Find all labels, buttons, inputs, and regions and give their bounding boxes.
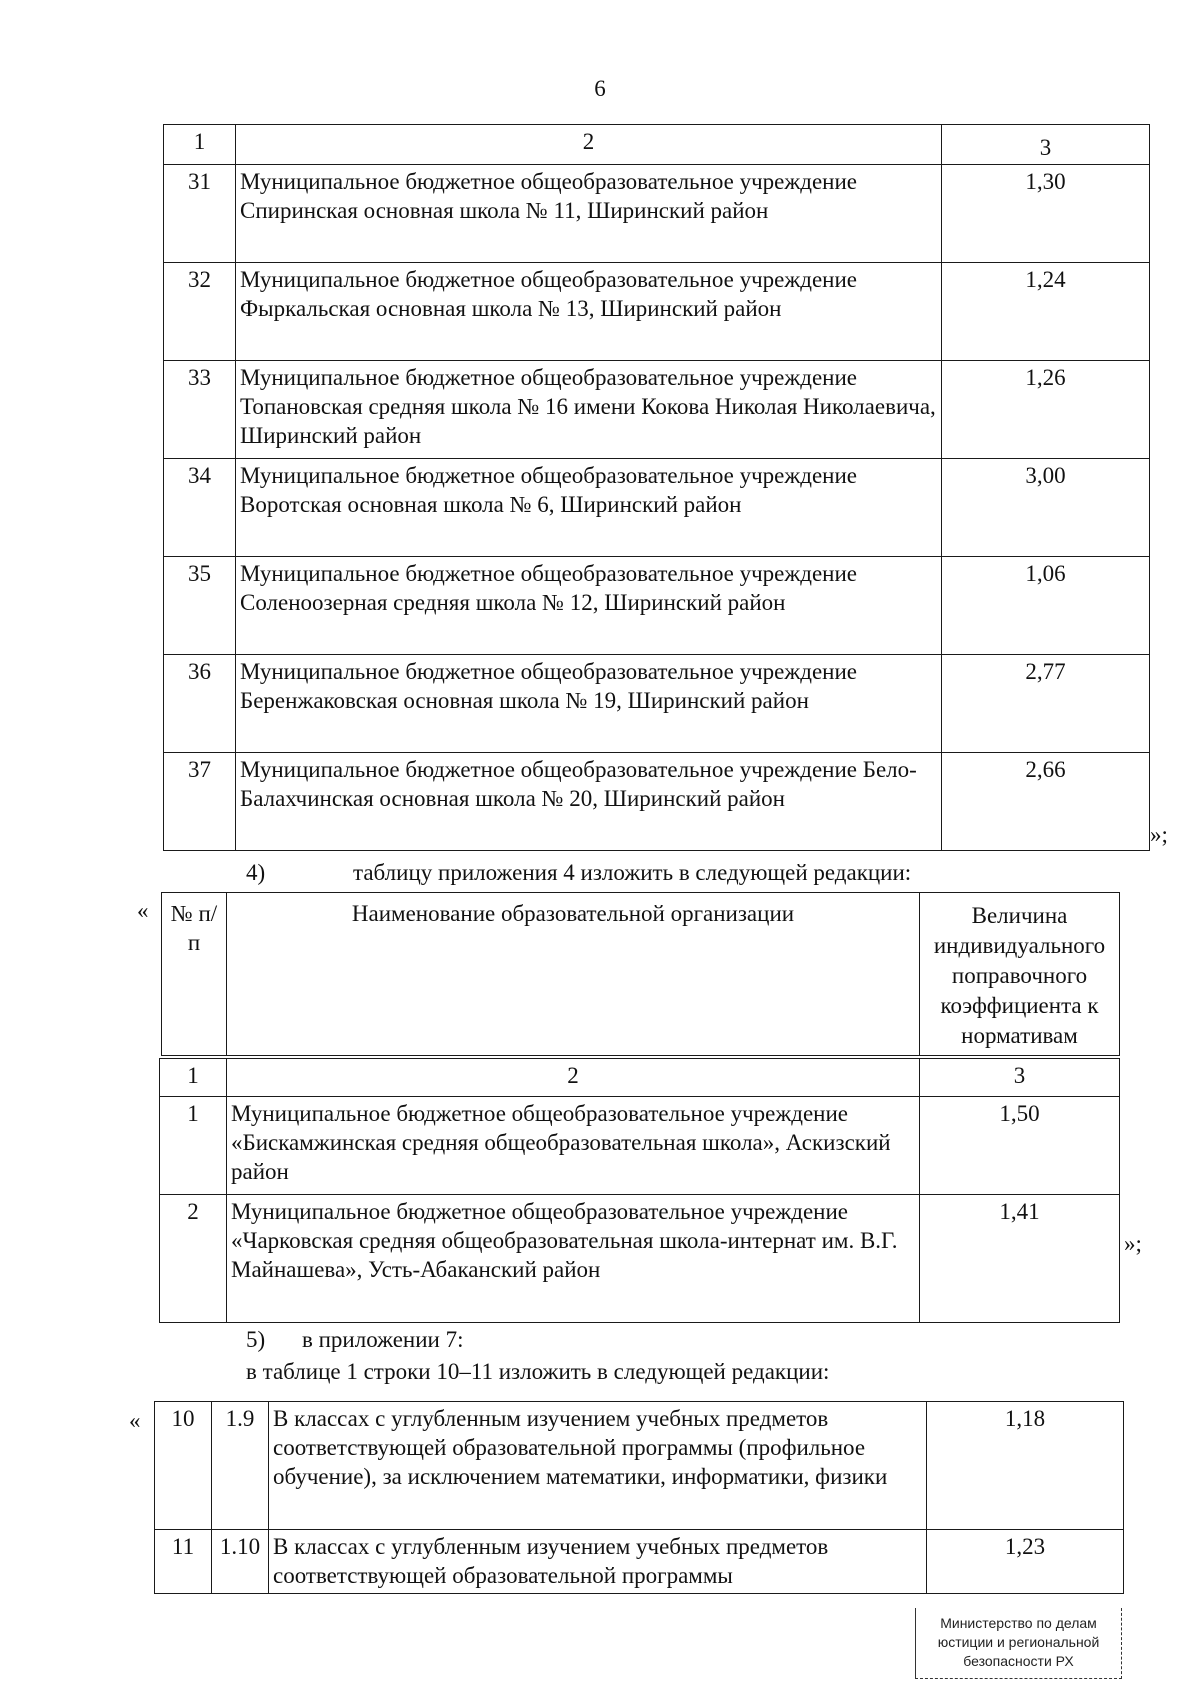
column-index: 3 <box>920 1059 1120 1097</box>
item-number: 5) <box>246 1327 266 1352</box>
table-row <box>164 753 1150 851</box>
coefficient-value: 1,06 <box>942 557 1150 655</box>
row-code: 1.9 <box>212 1402 269 1530</box>
row-number: 10 <box>155 1402 212 1530</box>
school-name: Муниципальное бюджетное общеобразовательное учреждение Бело-Балахчинская основная школа № 20, Ширинский район <box>236 753 942 851</box>
table-schools-continued <box>163 124 1150 851</box>
ministry-stamp <box>915 1608 1122 1679</box>
coefficient-value: 1,24 <box>942 263 1150 361</box>
table-index-row <box>160 1059 1120 1097</box>
table-header-appendix-4 <box>161 892 1120 1056</box>
class-description: В классах с углубленным изучением учебных предметов соответствующей образовательной программы (профильное обучение), за исключением математики, информатики, физики <box>269 1402 927 1530</box>
column-index: 1 <box>160 1059 227 1097</box>
coefficient-value: 1,26 <box>942 361 1150 459</box>
table-row <box>160 1195 1120 1323</box>
closing-quote: »; <box>1124 1231 1142 1256</box>
coefficient-value: 1,41 <box>920 1195 1120 1323</box>
opening-quote: « <box>137 898 149 923</box>
school-name: Муниципальное бюджетное общеобразовательное учреждение Беренжаковская основная школа № 19, Ширинский район <box>236 655 942 753</box>
stamp-line: юстиции и региональной <box>937 1634 1100 1650</box>
column-header-name: Наименование образовательной организации <box>227 893 920 1056</box>
item-text: таблицу приложения 4 изложить в следующей редакции: <box>353 860 912 885</box>
school-name: Муниципальное бюджетное общеобразовательное учреждение «Чарковская средняя общеобразовательная школа-интернат им. В.Г. Майнашева», Усть-Абаканский район <box>227 1195 920 1323</box>
coefficient-value: 1,18 <box>927 1402 1124 1530</box>
item-text-line: в таблице 1 строки 10–11 изложить в следующей редакции: <box>246 1359 830 1384</box>
item-number: 4) <box>246 860 266 885</box>
stamp-line: безопасности РХ <box>963 1653 1074 1669</box>
row-code: 1.10 <box>212 1530 269 1594</box>
coefficient-value: 2,77 <box>942 655 1150 753</box>
coefficient-value: 1,50 <box>920 1097 1120 1195</box>
coefficient-value: 1,23 <box>927 1530 1124 1594</box>
column-index: 3 <box>942 125 1150 165</box>
school-name: Муниципальное бюджетное общеобразовательное учреждение «Бискамжинская средняя общеобразовательная школа», Аскизский район <box>227 1097 920 1195</box>
table-row <box>164 361 1150 459</box>
school-name: Муниципальное бюджетное общеобразовательное учреждение Фыркальская основная школа № 13, Ширинский район <box>236 263 942 361</box>
page-number: 6 <box>594 76 606 101</box>
table-row <box>164 557 1150 655</box>
row-number: 36 <box>164 655 236 753</box>
school-name: Муниципальное бюджетное общеобразовательное учреждение Топановская средняя школа № 16 имени Кокова Николая Николаевича, Ширинский район <box>236 361 942 459</box>
column-index: 2 <box>227 1059 920 1097</box>
class-description: В классах с углубленным изучением учебных предметов соответствующей образовательной программы <box>269 1530 927 1594</box>
row-number: 32 <box>164 263 236 361</box>
school-name: Муниципальное бюджетное общеобразовательное учреждение Спиринская основная школа № 11, Ширинский район <box>236 165 942 263</box>
table-row <box>164 655 1150 753</box>
table-row <box>164 263 1150 361</box>
table-header-row <box>162 893 1120 1056</box>
table-appendix-4 <box>159 1058 1120 1323</box>
row-number: 1 <box>160 1097 227 1195</box>
school-name: Муниципальное бюджетное общеобразовательное учреждение Воротская основная школа № 6, Ширинский район <box>236 459 942 557</box>
column-index: 1 <box>164 125 236 165</box>
table-row <box>160 1097 1120 1195</box>
column-header-number: № п/п <box>162 893 227 1056</box>
row-number: 33 <box>164 361 236 459</box>
row-number: 34 <box>164 459 236 557</box>
table-index-row <box>164 125 1150 165</box>
table-row <box>164 459 1150 557</box>
item-text: в приложении 7: <box>302 1327 464 1352</box>
table-row <box>155 1530 1124 1594</box>
row-number: 31 <box>164 165 236 263</box>
school-name: Муниципальное бюджетное общеобразовательное учреждение Соленоозерная средняя школа № 12, Ширинский район <box>236 557 942 655</box>
stamp-line: Министерство по делам <box>940 1615 1097 1631</box>
coefficient-value: 1,30 <box>942 165 1150 263</box>
closing-quote: »; <box>1150 822 1168 847</box>
row-number: 37 <box>164 753 236 851</box>
coefficient-value: 2,66 <box>942 753 1150 851</box>
row-number: 2 <box>160 1195 227 1323</box>
row-number: 11 <box>155 1530 212 1594</box>
row-number: 35 <box>164 557 236 655</box>
column-index: 2 <box>236 125 942 165</box>
table-row <box>155 1402 1124 1530</box>
coefficient-value: 3,00 <box>942 459 1150 557</box>
opening-quote: « <box>129 1408 141 1433</box>
table-appendix-7-rows <box>154 1401 1124 1594</box>
column-header-value: Величина индивидуального поправочного коэффициента к нормативам <box>920 893 1120 1056</box>
table-row <box>164 165 1150 263</box>
